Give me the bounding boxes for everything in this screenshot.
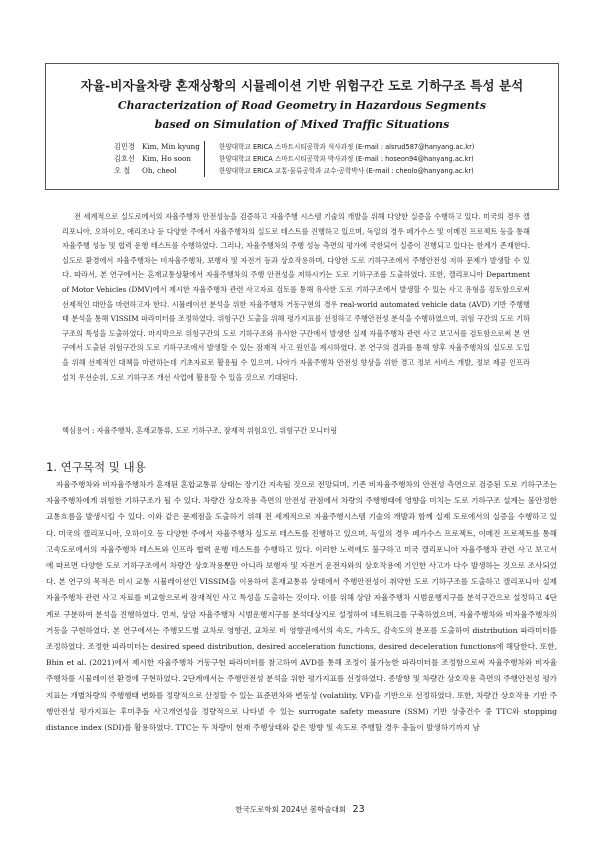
author-divider bbox=[204, 141, 219, 153]
abstract-text: 전 세계적으로 실도로에서의 자율주행차 안전성능을 검증하고 자율주행 시스템 기술의 개발을 위해 다양한 실증을 수행하고 있다. 미국의 경우 캘리포니아, 오하이오, 애리조나 등 다양한 주에서 자율주행차의 실도로 테스트를 진행하고 있으며, 독일의 경우 페가수스 및 이메진 프로젝트 등을 통해 자율주행 성능 및 협력 운행 테스트를 수행하였다. 그러나, 자율주행차의 주행 성능 측면의 평가에 국한되어 실증이 진행되고 있다는 한계가 존재한다. 실도로 환경에서 자율주행차는 비자율주행차, 보행자 및 자전거 등과 상호작용하며, 다양한 도로 기하구조에서 주행안전성 저하 문제가 발생할 수 있다. 따라서, 본 연구에서는 혼재교통상황에서 자율주행차의 주행 안전성을 저하시키는 도로 기하구조를 도출하였다. 또한, 캘리포니아 Department of Motor Vehicles (DMV)에서 제시한 자율주행차 관련 사고자료 검토를 통해 유사한 도로 기하구조에서 발생할 수 있는 사고 유형을 검토함으로써 선제적인 대안을 마련하고자 한다. 시뮬레이션 분석을 위한 자율주행차 거동구현의 경우 real-world automated vehicle data (AVD) 기반 주행행태 분석을 통해 VISSIM 파라미터를 조정하였다. 위험구간 도출을 위해 평가지표를 선정하고 주행안전성 분석을 수행하였으며, 위험 구간의 도로 기하구조의 특성을 도출하였다. 마지막으로 위험구간의 도로 기하구조와 유사한 구간에서 발생한 실제 자율주행차 관련 사고 보고서를 검토함으로써 본 연구에서 도출된 위험구간의 도로 기하구조에서 발생할 수 있는 잠재적 사고 원인을 제시하였다. 본 연구의 결과를 통해 향후 자율주행차의 실도로 도입을 위해 선제적인 대책을 마련하는데 기초자료로 활용될 수 있으며, 나아가 자율주행차 안전성 향상을 위한 경고 정보 서비스 개발, 정보 제공 인프라 설치 우선순위, 도로 기하구조 개선 사업에 활용할 수 있을 것으로 기대된다. bbox=[62, 212, 530, 382]
author-affiliation: 한양대학교 ERICA 스마트시티공학과 박사과정 (E-mail : hoseon94@hanyang.ac.kr) bbox=[219, 155, 474, 163]
paper-title-korean: 자율-비자율차량 혼재상황의 시뮬레이션 기반 위험구간 도로 기하구조 특성 분석 bbox=[80, 78, 524, 93]
section-heading: 1. 연구목적 및 내용 bbox=[46, 460, 146, 474]
author-row bbox=[114, 141, 474, 153]
author-name-en: Kim, Ho soon bbox=[142, 154, 191, 163]
title-box bbox=[45, 63, 559, 190]
paper-title-english bbox=[46, 96, 558, 134]
page-number: 23 bbox=[352, 804, 365, 815]
author-name-ko: 김민경 bbox=[114, 142, 135, 151]
author-affiliation: 한양대학교 ERICA 스마트시티공학과 석사과정 (E-mail : alsrud587@hanyang.ac.kr) bbox=[219, 143, 475, 151]
author-row bbox=[114, 153, 474, 165]
keywords: 핵심용어 : 자율주행차, 혼재교통류, 도로 기하구조, 잠재적 위험요인, 위험구간 모니터링 bbox=[62, 426, 338, 435]
author-divider bbox=[204, 153, 219, 165]
author-name-en: Kim, Min kyung bbox=[142, 142, 200, 151]
title-en-line-1: Characterization of Road Geometry in Hazardous Segments bbox=[117, 99, 487, 112]
author-name-en: Oh, cheol bbox=[142, 166, 177, 175]
author-row bbox=[114, 165, 474, 177]
section-body: 자율주행차와 비자율주행차가 혼재된 혼합교통류 상태는 장기간 지속될 것으로 전망되며, 기존 비자율주행차의 안전성 측면으로 검증된 도로 기하구조는 자율주행차에게 위험한 기하구조가 될 수 있다. 차량간 상호작용 측면의 안전성 관점에서 차량의 주행행태에 영향을 미치는 도로 기하구조 설계는 불안정한 교통흐름을 발생시킬 수 있다. 이와 같은 문제점을 도출하기 위해 전 세계적으로 자율주행시스템 기술의 개발과 함께 실제 도로에서의 실증을 수행하고 있다. 미국의 캘리포니아, 오하이오 등 다양한 주에서 자율주행차 실도로 테스트를 진행하고 있으며, 독일의 경우 페가수스 프로젝트, 이메진 프로젝트를 통해 고속도로에서의 자율주행차 테스트와 인프라 협력 운행 테스트를 수행하고 있다. 이러한 노력에도 불구하고 미국 캘리포니아 자율주행차 관련 사고 보고서에 따르면 다양한 도로 기하구조에서 차량간 상호작용뿐만 아니라 보행자 및 자전거 운전자와의 상호작용에 기인한 사고가 다수 발생하는 것으로 조사되었다. 본 연구의 목적은 미시 교통 시뮬레이션인 VISSIM을 이용하여 혼재교통류 상태에서 주행안전성이 취약한 도로 기하구조를 도출하고 캘리포니아 실제 자율주행차 관련 사고 자료를 비교함으로써 잠재적인 사고 특성을 도출하는 것이다. 이를 위해 상암 자율주행차 시범운행지구를 분석구간으로 설정하고 4단계로 구분하여 분석을 진행하였다. 먼저, 상암 자율주행차 시범운행지구를 분석대상지로 설정하여 네트워크를 구축하였으며, 자율주행차와 비자율주행차의 거동을 구현하였다. 본 연구에서는 주행모드별 교차로 영향권, 교차로 비 영향권에서의 속도, 가속도, 감속도의 분포를 도출하여 distribution 파라미터를 조정하였다. 조정한 파라미터는 desired speed distribution, desired acceleration functions, desired deceleration functions에 해당한다. 또한, Bhin et al. (2021)에서 제시한 자율주행차 거동구현 파라미터를 참고하여 AVD를 통해 조정이 불가능한 파라미터를 조정함으로써 자율주행차와 비자율주행차를 시뮬레이션 환경에 구현하였다. 2단계에서는 주행안전성 분석을 위한 평가지표를 선정하였다. 종방향 및 차량간 상호작용 측면의 주행안전성 평가지표는 개별차량의 주행행태 변화를 정량적으로 산정할 수 있는 표준편차와 변동성 (volatility, VF)을 기반으로 선정하였다. 또한, 차량간 상호작용 기반 주행안전성 평가지표는 후미추돌 사고개연성을 정량적으로 나타낼 수 있는 surrogate safety measure (SSM) 기반 상충건수 중 TTC와 stopping distance index (SDI)를 활용하였다. TTC는 두 차량이 현재 주행상태와 같은 방향 및 속도로 주행할 경우 충돌이 발생하기까지 남 bbox=[46, 480, 557, 733]
conference-name: 한국도로학회 2024년 봄학술대회 bbox=[235, 805, 347, 814]
author-name-ko: 김호선 bbox=[114, 154, 135, 163]
title-en-line-2: based on Simulation of Mixed Traffic Situations bbox=[154, 118, 450, 131]
author-name-ko: 오 철 bbox=[114, 166, 131, 175]
page-footer bbox=[0, 804, 600, 815]
author-list bbox=[114, 141, 474, 177]
author-affiliation: 한양대학교 ERICA 교통·물류공학과 교수·공학박사 (E-mail : cheolo@hanyang.ac.kr) bbox=[219, 167, 474, 175]
author-divider bbox=[204, 165, 219, 177]
